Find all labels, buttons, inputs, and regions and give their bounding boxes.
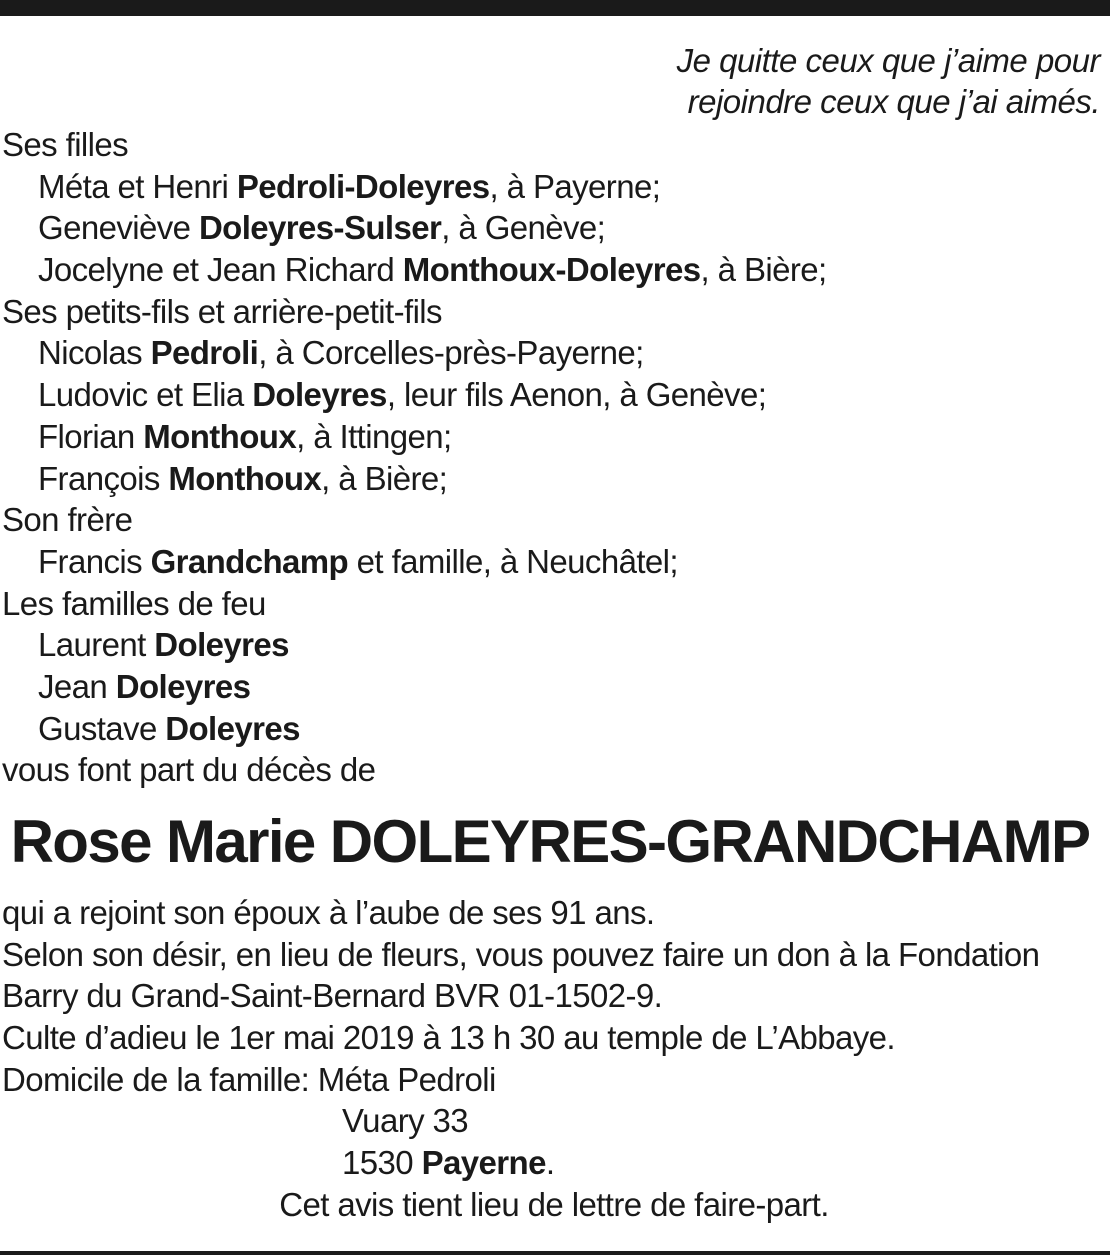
entry-given-names: Jocelyne et Jean Richard xyxy=(38,251,403,289)
entry-location: , à Corcelles-près-Payerne; xyxy=(258,334,644,372)
entry-given-names: François xyxy=(38,459,169,497)
entry-location: , à Payerne; xyxy=(489,167,661,205)
entry-given-names: Francis xyxy=(38,542,151,580)
family-entry xyxy=(2,708,1102,750)
entry-location: et famille, à Neuchâtel; xyxy=(348,542,678,580)
address-town-line xyxy=(2,1142,1106,1184)
entry-given-names: Méta et Henri xyxy=(38,167,237,205)
domicile-line xyxy=(2,1059,1106,1101)
entry-given-names: Gustave xyxy=(38,709,166,747)
deceased-name: Rose Marie DOLEYRES-GRANDCHAMP xyxy=(10,808,1090,875)
announcement-line: vous font part du décès de xyxy=(2,751,376,789)
entry-location: , à Genève; xyxy=(441,209,606,247)
entry-surname: Monthoux xyxy=(143,417,297,455)
closing-line-3: Barry du Grand-Saint-Bernard BVR 01-1502-9. xyxy=(2,977,663,1015)
address-town-end: . xyxy=(545,1144,555,1182)
entry-given-names: Jean xyxy=(38,667,116,705)
family-entry xyxy=(2,416,1102,458)
quote-line-1: Je quitte ceux que j’aime pour xyxy=(676,42,1100,79)
entry-given-names: Geneviève xyxy=(38,209,199,247)
family-entry xyxy=(2,207,1102,249)
closing-line-1: qui a rejoint son époux à l’aube de ses 91 ans. xyxy=(2,894,655,931)
entry-surname: Doleyres-Sulser xyxy=(198,209,442,247)
entry-surname: Monthoux-Doleyres xyxy=(402,251,701,289)
quote-line-2: rejoindre ceux que j’ai aimés. xyxy=(687,83,1100,120)
family-entry xyxy=(2,332,1102,374)
closing-text xyxy=(2,892,1106,1226)
entry-surname: Pedroli-Doleyres xyxy=(236,167,490,205)
address-street: Vuary 33 xyxy=(342,1102,469,1140)
notice-line: Cet avis tient lieu de lettre de faire-part. xyxy=(279,1185,829,1223)
entry-surname: Grandchamp xyxy=(150,542,349,580)
domicile-label: Domicile de la famille: xyxy=(2,1060,318,1098)
entry-given-names: Laurent xyxy=(38,626,155,664)
address-town: Payerne xyxy=(421,1144,546,1182)
family-entry xyxy=(2,541,1102,583)
address-postcode: 1530 xyxy=(342,1144,422,1182)
family-entry xyxy=(2,166,1102,208)
family-entry xyxy=(2,624,1102,666)
entry-surname: Doleyres xyxy=(165,709,300,747)
closing-line-4: Culte d’adieu le 1er mai 2019 à 13 h 30 au temple de L’Abbaye. xyxy=(2,1019,895,1057)
family-list xyxy=(2,124,1102,791)
entry-location: , à Bière; xyxy=(700,251,827,289)
bottom-rule xyxy=(0,1251,1110,1255)
family-entry xyxy=(2,249,1102,291)
top-rule xyxy=(0,0,1110,16)
entry-surname: Doleyres xyxy=(115,667,251,705)
entry-surname: Doleyres xyxy=(252,376,387,414)
entry-given-names: Florian xyxy=(38,417,144,455)
family-entry xyxy=(2,374,1102,416)
domicile-name: Méta Pedroli xyxy=(317,1060,496,1098)
family-entry xyxy=(2,458,1102,500)
entry-surname: Pedroli xyxy=(150,334,259,372)
epigraph-quote xyxy=(677,40,1100,122)
entry-location: , à Bière; xyxy=(321,459,448,497)
entry-surname: Doleyres xyxy=(154,626,289,664)
entry-location: , à Ittingen; xyxy=(296,417,452,455)
closing-line-2: Selon son désir, en lieu de fleurs, vous pouvez faire un don à la Fondation xyxy=(2,935,1040,973)
group-heading-grandchildren: Ses petits-fils et arrière-petit-fils xyxy=(2,292,442,330)
entry-surname: Monthoux xyxy=(168,459,322,497)
group-heading-daughters: Ses filles xyxy=(2,126,129,163)
entry-location: , leur fils Aenon, à Genève; xyxy=(386,376,767,414)
entry-given-names: Nicolas xyxy=(38,334,151,372)
family-entry xyxy=(2,666,1102,708)
group-heading-brother: Son frère xyxy=(2,501,133,539)
group-heading-families: Les familles de feu xyxy=(2,584,266,622)
entry-given-names: Ludovic et Elia xyxy=(38,376,253,414)
